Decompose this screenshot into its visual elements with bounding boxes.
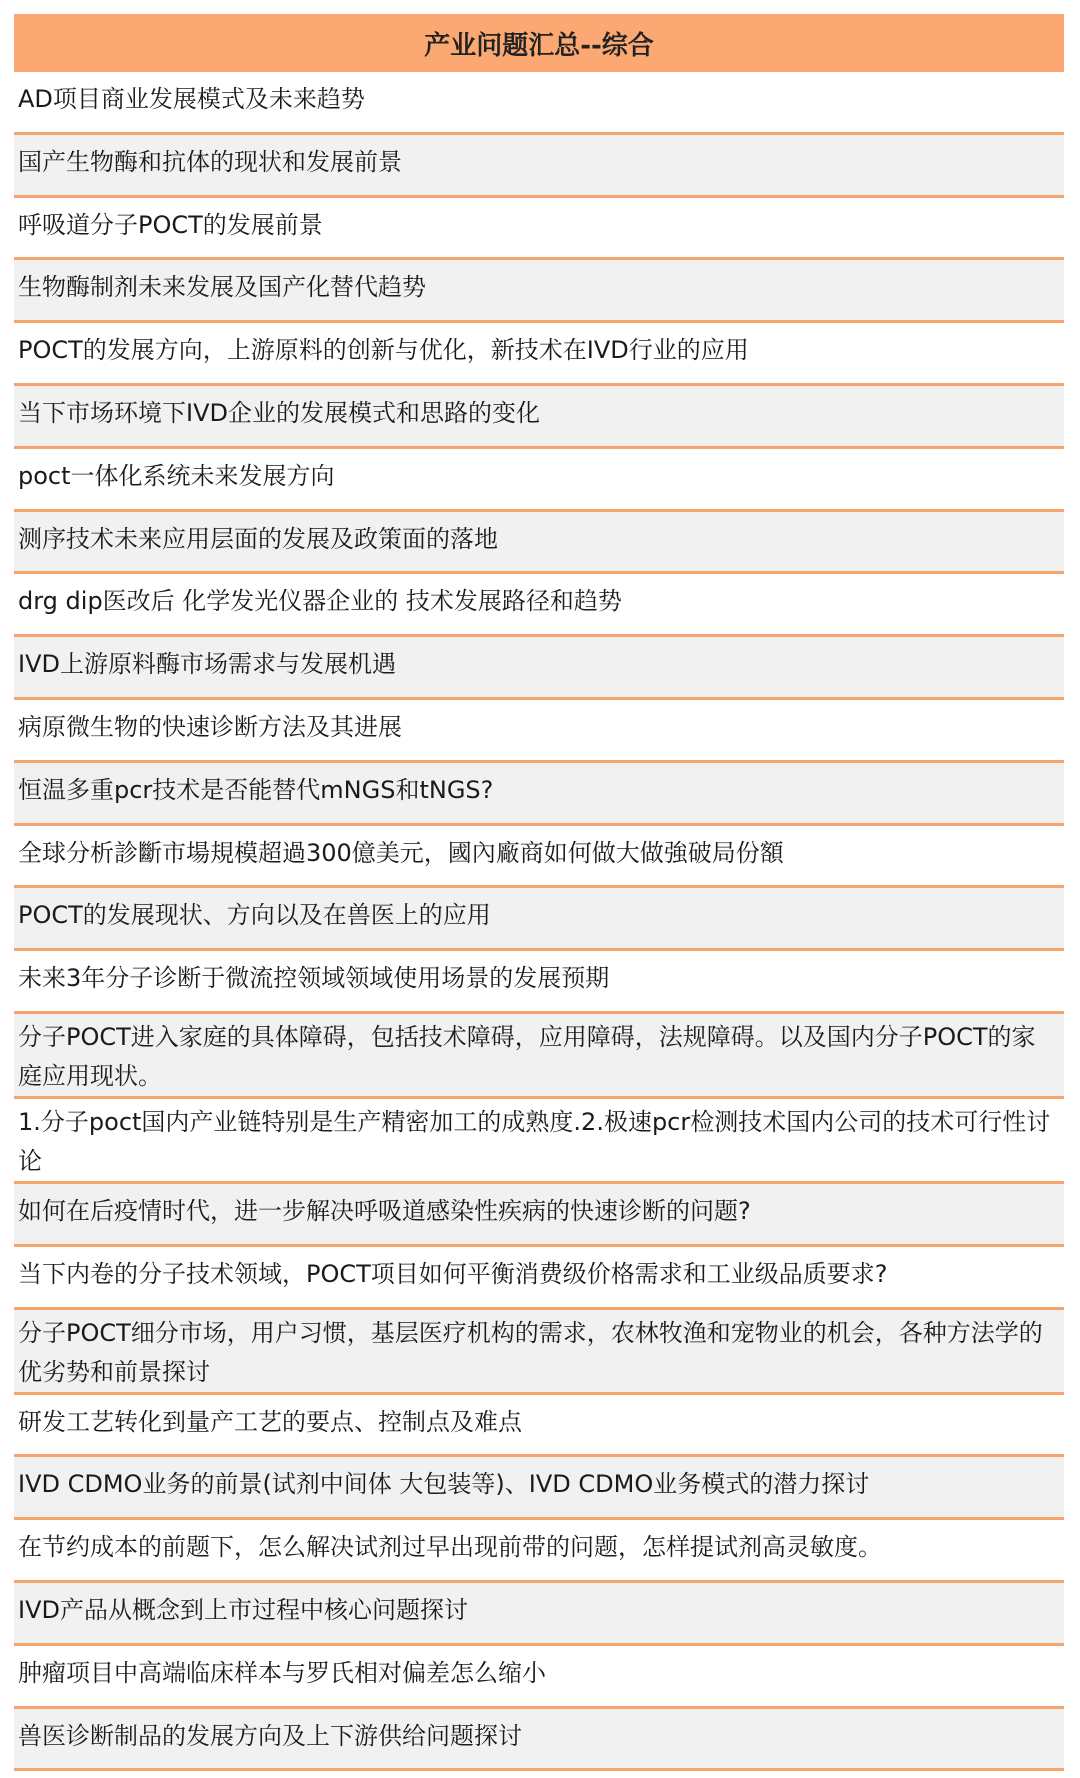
table-row: POCT的发展现状、方向以及在兽医上的应用 (14, 888, 1064, 951)
topic-table (14, 14, 1064, 1771)
table-row: 呼吸道分子POCT的发展前景 (14, 198, 1064, 261)
table-row: 兽医诊断制品的发展方向及上下游供给问题探讨 (14, 1709, 1064, 1772)
table-row: 如何在后疫情时代，进一步解决呼吸道感染性疾病的快速诊断的问题? (14, 1184, 1064, 1247)
table-row: IVD CDMO业务的前景(试剂中间体 大包装等)、IVD CDMO业务模式的潜力探讨 (14, 1457, 1064, 1520)
table-row: 当下市场环境下IVD企业的发展模式和思路的变化 (14, 386, 1064, 449)
table-row: 研发工艺转化到量产工艺的要点、控制点及难点 (14, 1395, 1064, 1458)
table-row: poct一体化系统未来发展方向 (14, 449, 1064, 512)
table-row: IVD上游原料酶市场需求与发展机遇 (14, 637, 1064, 700)
table-row: 测序技术未来应用层面的发展及政策面的落地 (14, 512, 1064, 575)
table-row: 当下内卷的分子技术领域，POCT项目如何平衡消费级价格需求和工业级品质要求? (14, 1247, 1064, 1310)
table-row: POCT的发展方向，上游原料的创新与优化，新技术在IVD行业的应用 (14, 323, 1064, 386)
table-row: 国产生物酶和抗体的现状和发展前景 (14, 135, 1064, 198)
table-row: 分子POCT细分市场，用户习惯，基层医疗机构的需求，农林牧渔和宠物业的机会，各种方法学的优劣势和前景探讨 (14, 1310, 1064, 1395)
table-row: 生物酶制剂未来发展及国产化替代趋势 (14, 260, 1064, 323)
table-row: 病原微生物的快速诊断方法及其进展 (14, 700, 1064, 763)
table-row: 1.分子poct国内产业链特别是生产精密加工的成熟度.2.极速pcr检测技术国内公司的技术可行性讨论 (14, 1099, 1064, 1184)
table-row: 在节约成本的前题下，怎么解决试剂过早出现前带的问题，怎样提试剂高灵敏度。 (14, 1520, 1064, 1583)
table-row: 未来3年分子诊断于微流控领域领域使用场景的发展预期 (14, 951, 1064, 1014)
table-row: IVD产品从概念到上市过程中核心问题探讨 (14, 1583, 1064, 1646)
table-row: 肿瘤项目中高端临床样本与罗氏相对偏差怎么缩小 (14, 1646, 1064, 1709)
table-row: 恒温多重pcr技术是否能替代mNGS和tNGS? (14, 763, 1064, 826)
table-row: 全球分析診斷市場規模超過300億美元，國內廠商如何做大做強破局份額 (14, 826, 1064, 889)
table-header: 产业问题汇总--综合 (14, 14, 1064, 72)
table-row: 分子POCT进入家庭的具体障碍，包括技术障碍，应用障碍，法规障碍。以及国内分子POCT的家庭应用现状。 (14, 1014, 1064, 1099)
table-row: drg dip医改后 化学发光仪器企业的 技术发展路径和趋势 (14, 574, 1064, 637)
table-row: AD项目商业发展模式及未来趋势 (14, 72, 1064, 135)
